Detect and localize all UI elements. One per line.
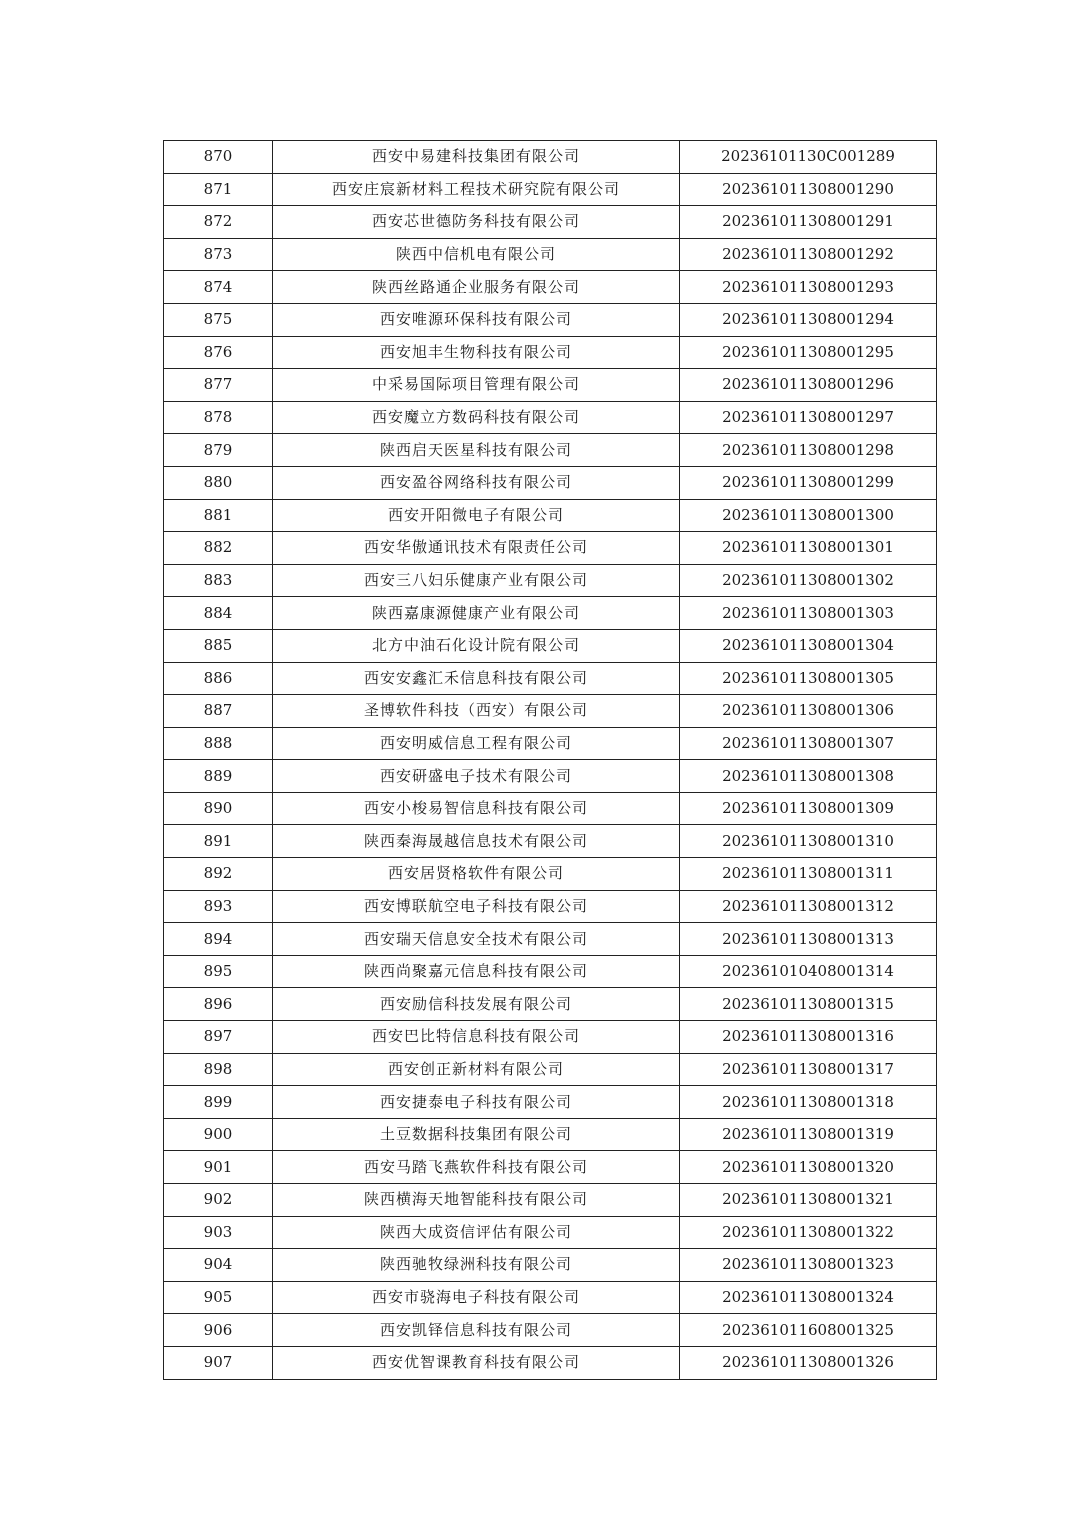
registration-code-cell: 202361011308001320	[680, 1151, 937, 1184]
registration-code-cell: 202361011308001298	[680, 434, 937, 467]
registration-code-cell: 202361011308001302	[680, 564, 937, 597]
registration-code-cell: 202361011308001297	[680, 401, 937, 434]
table-row	[164, 369, 937, 402]
table-row	[164, 1184, 937, 1217]
row-number-cell: 885	[164, 629, 273, 662]
row-number-cell: 899	[164, 1086, 273, 1119]
table-row	[164, 271, 937, 304]
row-number-cell: 904	[164, 1249, 273, 1282]
table-row	[164, 923, 937, 956]
company-name-cell: 陕西驰牧绿洲科技有限公司	[273, 1249, 680, 1282]
registration-code-cell: 202361011308001291	[680, 206, 937, 239]
table-row	[164, 206, 937, 239]
row-number-cell: 880	[164, 466, 273, 499]
table-row	[164, 760, 937, 793]
company-name-cell: 西安旭丰生物科技有限公司	[273, 336, 680, 369]
registration-code-cell: 202361011308001310	[680, 825, 937, 858]
registration-code-cell: 202361011308001312	[680, 890, 937, 923]
company-name-cell: 西安小梭易智信息科技有限公司	[273, 792, 680, 825]
registration-code-cell: 202361011308001290	[680, 173, 937, 206]
registration-code-cell: 202361011308001313	[680, 923, 937, 956]
registration-code-cell: 202361011308001301	[680, 532, 937, 565]
row-number-cell: 872	[164, 206, 273, 239]
company-name-cell: 西安捷泰电子科技有限公司	[273, 1086, 680, 1119]
registration-code-cell: 202361011608001325	[680, 1314, 937, 1347]
company-name-cell: 西安优智课教育科技有限公司	[273, 1346, 680, 1379]
row-number-cell: 875	[164, 303, 273, 336]
table-row	[164, 173, 937, 206]
table-row	[164, 662, 937, 695]
row-number-cell: 897	[164, 1021, 273, 1054]
registration-code-cell: 202361011308001296	[680, 369, 937, 402]
registration-code-cell: 202361011308001316	[680, 1021, 937, 1054]
registration-code-cell: 202361011308001293	[680, 271, 937, 304]
table-row	[164, 1216, 937, 1249]
company-name-cell: 圣博软件科技（西安）有限公司	[273, 695, 680, 728]
table-row	[164, 499, 937, 532]
company-name-cell: 中采易国际项目管理有限公司	[273, 369, 680, 402]
registration-code-cell: 202361011308001292	[680, 238, 937, 271]
row-number-cell: 907	[164, 1346, 273, 1379]
table-row	[164, 597, 937, 630]
row-number-cell: 870	[164, 141, 273, 174]
table-row	[164, 727, 937, 760]
row-number-cell: 881	[164, 499, 273, 532]
row-number-cell: 892	[164, 858, 273, 891]
registration-code-cell: 20236101130C001289	[680, 141, 937, 174]
company-name-cell: 西安明威信息工程有限公司	[273, 727, 680, 760]
registration-code-cell: 202361011308001311	[680, 858, 937, 891]
table-body	[164, 141, 937, 1380]
company-name-cell: 西安凯铎信息科技有限公司	[273, 1314, 680, 1347]
company-name-cell: 西安瑞天信息安全技术有限公司	[273, 923, 680, 956]
registration-code-cell: 202361011308001324	[680, 1281, 937, 1314]
table-row	[164, 825, 937, 858]
table-row	[164, 1346, 937, 1379]
row-number-cell: 902	[164, 1184, 273, 1217]
company-name-cell: 陕西秦海晟越信息技术有限公司	[273, 825, 680, 858]
row-number-cell: 888	[164, 727, 273, 760]
table-row	[164, 695, 937, 728]
company-name-cell: 西安巴比特信息科技有限公司	[273, 1021, 680, 1054]
table-row	[164, 1151, 937, 1184]
table-row	[164, 629, 937, 662]
company-name-cell: 陕西横海天地智能科技有限公司	[273, 1184, 680, 1217]
company-name-cell: 西安三八妇乐健康产业有限公司	[273, 564, 680, 597]
registration-code-cell: 202361011308001304	[680, 629, 937, 662]
company-name-cell: 西安唯源环保科技有限公司	[273, 303, 680, 336]
table-row	[164, 401, 937, 434]
company-name-cell: 西安创正新材料有限公司	[273, 1053, 680, 1086]
row-number-cell: 894	[164, 923, 273, 956]
table-row	[164, 890, 937, 923]
table-row	[164, 336, 937, 369]
registration-code-cell: 202361011308001318	[680, 1086, 937, 1119]
table-row	[164, 466, 937, 499]
row-number-cell: 887	[164, 695, 273, 728]
registration-code-cell: 202361011308001307	[680, 727, 937, 760]
company-name-cell: 陕西大成资信评估有限公司	[273, 1216, 680, 1249]
company-name-cell: 陕西嘉康源健康产业有限公司	[273, 597, 680, 630]
row-number-cell: 905	[164, 1281, 273, 1314]
row-number-cell: 877	[164, 369, 273, 402]
company-name-cell: 陕西丝路通企业服务有限公司	[273, 271, 680, 304]
table-row	[164, 1249, 937, 1282]
registration-code-cell: 202361011308001319	[680, 1118, 937, 1151]
registration-code-cell: 202361011308001295	[680, 336, 937, 369]
registration-code-cell: 202361011308001321	[680, 1184, 937, 1217]
company-name-cell: 西安中易建科技集团有限公司	[273, 141, 680, 174]
company-name-cell: 陕西尚聚嘉元信息科技有限公司	[273, 955, 680, 988]
row-number-cell: 893	[164, 890, 273, 923]
row-number-cell: 876	[164, 336, 273, 369]
company-name-cell: 北方中油石化设计院有限公司	[273, 629, 680, 662]
row-number-cell: 891	[164, 825, 273, 858]
registration-code-cell: 202361011308001326	[680, 1346, 937, 1379]
table-row	[164, 988, 937, 1021]
registration-code-cell: 202361011308001294	[680, 303, 937, 336]
table-row	[164, 1281, 937, 1314]
registration-code-cell: 202361011308001303	[680, 597, 937, 630]
row-number-cell: 890	[164, 792, 273, 825]
row-number-cell: 903	[164, 1216, 273, 1249]
row-number-cell: 895	[164, 955, 273, 988]
row-number-cell: 906	[164, 1314, 273, 1347]
table-row	[164, 532, 937, 565]
registration-code-cell: 202361011308001317	[680, 1053, 937, 1086]
registration-code-cell: 202361011308001308	[680, 760, 937, 793]
row-number-cell: 883	[164, 564, 273, 597]
table-row	[164, 238, 937, 271]
row-number-cell: 886	[164, 662, 273, 695]
registration-code-cell: 202361011308001309	[680, 792, 937, 825]
table-row	[164, 434, 937, 467]
company-name-cell: 西安开阳微电子有限公司	[273, 499, 680, 532]
row-number-cell: 901	[164, 1151, 273, 1184]
table-row	[164, 955, 937, 988]
row-number-cell: 879	[164, 434, 273, 467]
company-name-cell: 西安居贤格软件有限公司	[273, 858, 680, 891]
row-number-cell: 884	[164, 597, 273, 630]
table-row	[164, 1021, 937, 1054]
registration-code-cell: 202361011308001299	[680, 466, 937, 499]
table-row	[164, 1118, 937, 1151]
registration-code-cell: 202361011308001315	[680, 988, 937, 1021]
company-name-cell: 陕西中信机电有限公司	[273, 238, 680, 271]
company-name-cell: 西安马踏飞燕软件科技有限公司	[273, 1151, 680, 1184]
table-row	[164, 1314, 937, 1347]
row-number-cell: 873	[164, 238, 273, 271]
company-name-cell: 西安芯世德防务科技有限公司	[273, 206, 680, 239]
registration-code-cell: 202361011308001322	[680, 1216, 937, 1249]
company-name-cell: 西安华傲通讯技术有限责任公司	[273, 532, 680, 565]
company-registry-table	[163, 140, 937, 1380]
table-row	[164, 141, 937, 174]
registration-code-cell: 202361010408001314	[680, 955, 937, 988]
table-row	[164, 858, 937, 891]
company-name-cell: 西安盈谷网络科技有限公司	[273, 466, 680, 499]
company-name-cell: 西安魔立方数码科技有限公司	[273, 401, 680, 434]
registration-code-cell: 202361011308001300	[680, 499, 937, 532]
row-number-cell: 878	[164, 401, 273, 434]
row-number-cell: 871	[164, 173, 273, 206]
table-row	[164, 303, 937, 336]
table-row	[164, 1086, 937, 1119]
table-row	[164, 792, 937, 825]
table-row	[164, 1053, 937, 1086]
company-name-cell: 西安安鑫汇禾信息科技有限公司	[273, 662, 680, 695]
row-number-cell: 874	[164, 271, 273, 304]
company-name-cell: 西安博联航空电子科技有限公司	[273, 890, 680, 923]
row-number-cell: 882	[164, 532, 273, 565]
company-name-cell: 西安励信科技发展有限公司	[273, 988, 680, 1021]
row-number-cell: 889	[164, 760, 273, 793]
row-number-cell: 900	[164, 1118, 273, 1151]
registration-code-cell: 202361011308001323	[680, 1249, 937, 1282]
company-name-cell: 西安庄宸新材料工程技术研究院有限公司	[273, 173, 680, 206]
table-row	[164, 564, 937, 597]
registration-code-cell: 202361011308001305	[680, 662, 937, 695]
registration-code-cell: 202361011308001306	[680, 695, 937, 728]
company-name-cell: 西安研盛电子技术有限公司	[273, 760, 680, 793]
company-name-cell: 西安市骁海电子科技有限公司	[273, 1281, 680, 1314]
company-name-cell: 土豆数据科技集团有限公司	[273, 1118, 680, 1151]
row-number-cell: 896	[164, 988, 273, 1021]
company-name-cell: 陕西启天医星科技有限公司	[273, 434, 680, 467]
row-number-cell: 898	[164, 1053, 273, 1086]
